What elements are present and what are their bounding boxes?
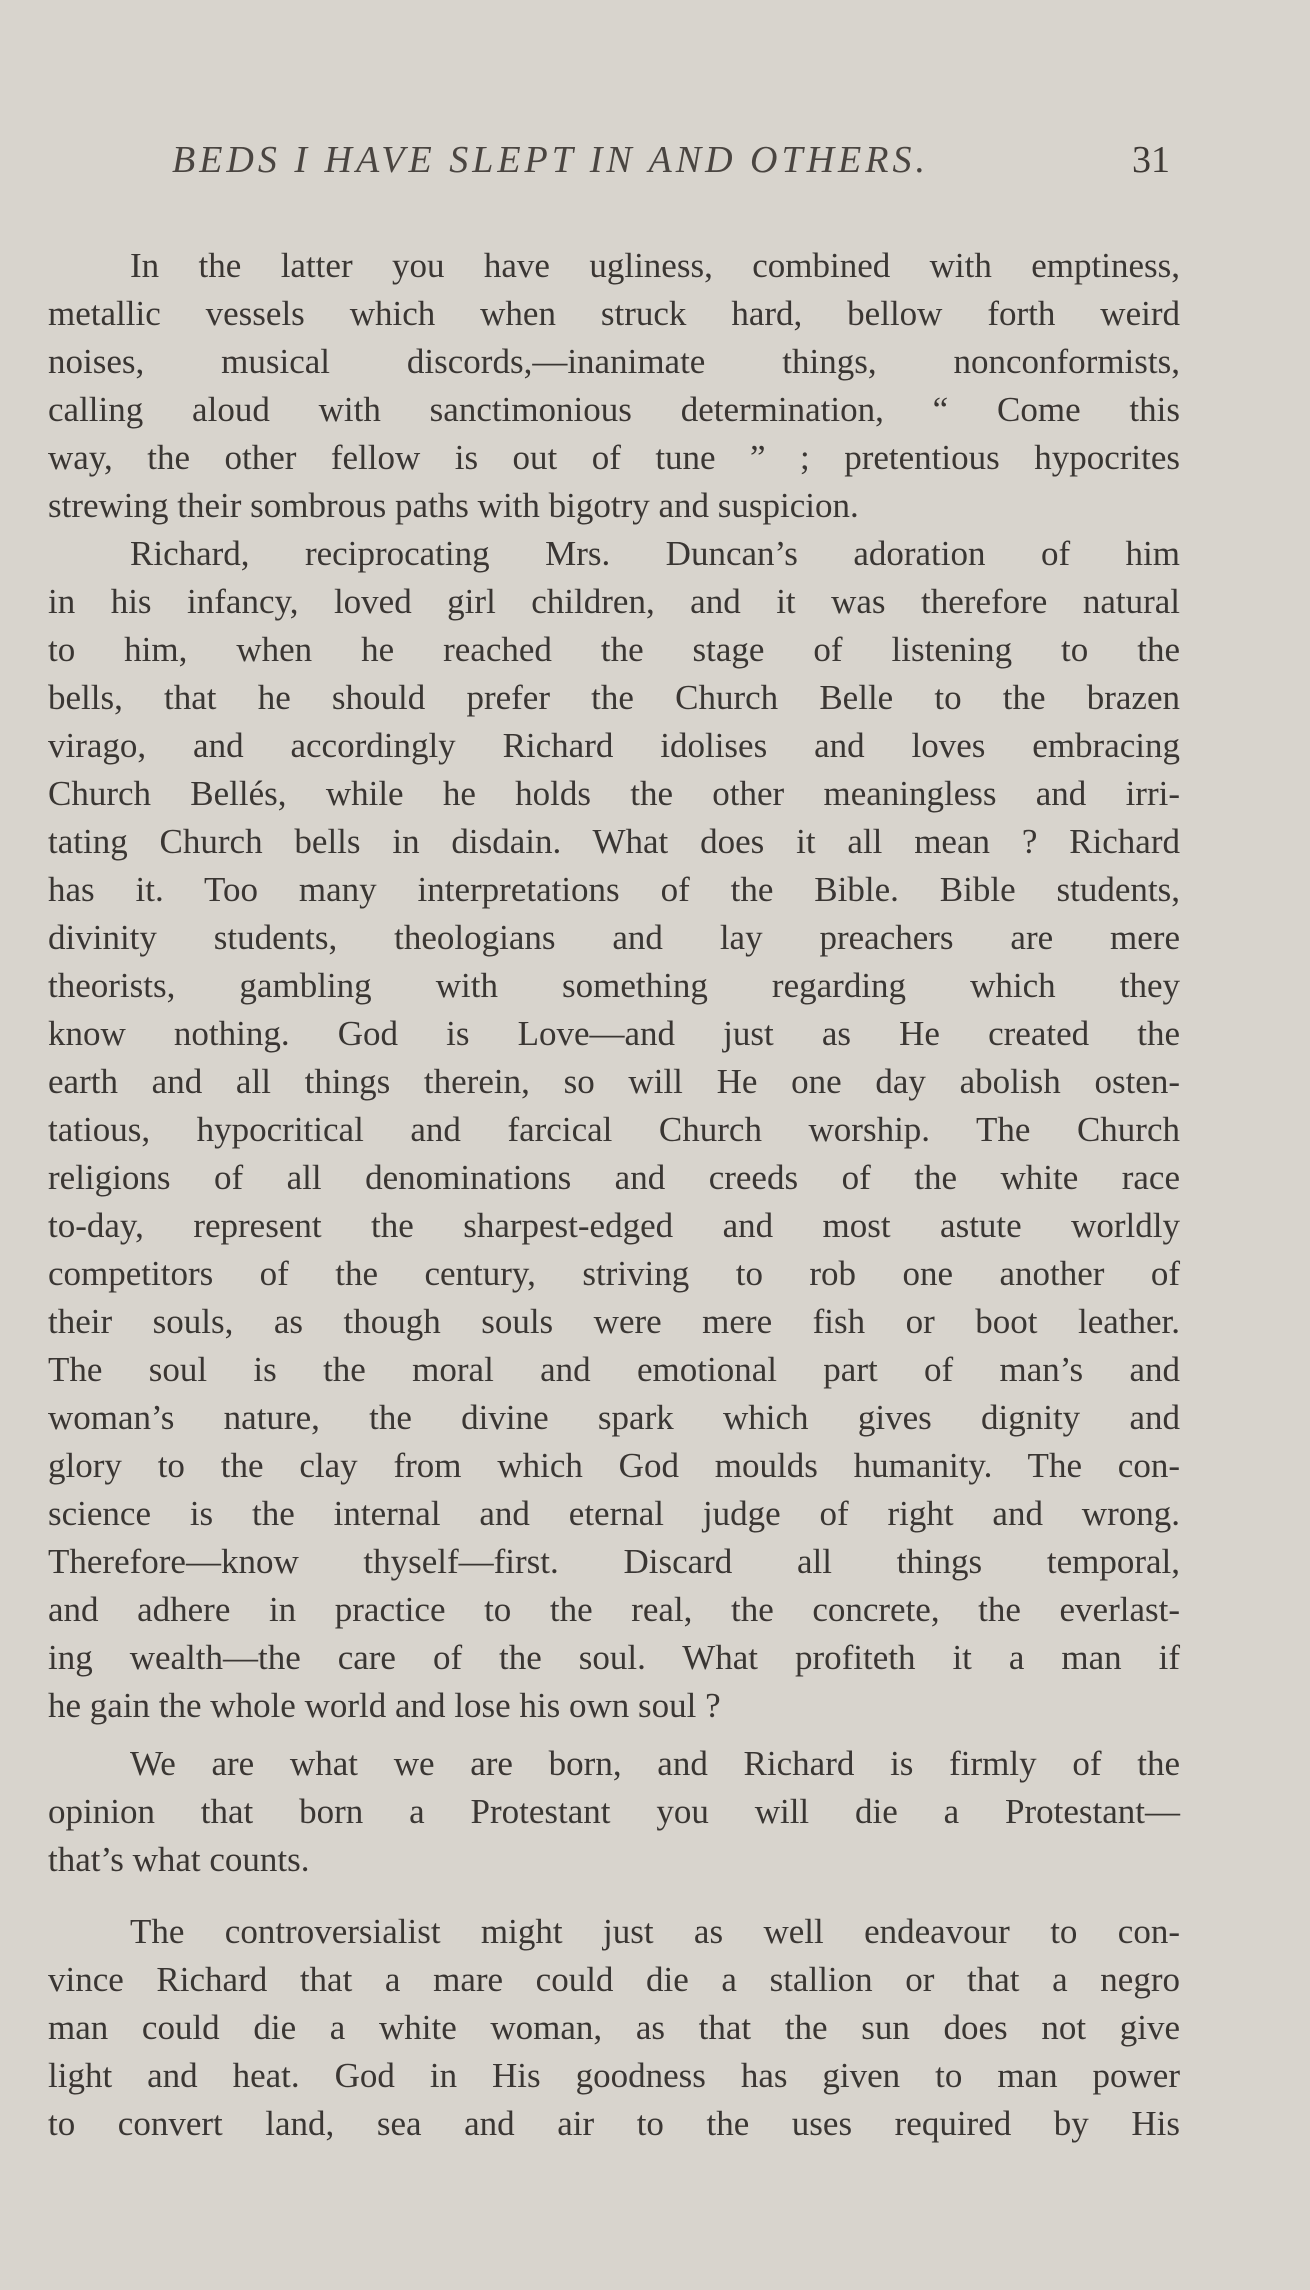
text-line: calling aloud with sanctimonious determination, “ Come this xyxy=(48,390,1180,429)
text-line: metallic vessels which when struck hard, bellow forth weird xyxy=(48,294,1180,333)
text-line: Church Bellés, while he holds the other meaningless and irri- xyxy=(48,774,1180,813)
paragraph xyxy=(48,242,1180,530)
text-line: know nothing. God is Love—and just as He created the xyxy=(48,1014,1180,1053)
text-line: Richard, reciprocating Mrs. Duncan’s adoration of him xyxy=(130,534,1180,573)
text-line: tatious, hypocritical and farcical Church worship. The Church xyxy=(48,1110,1180,1149)
text-line: bells, that he should prefer the Church Belle to the brazen xyxy=(48,678,1180,717)
text-line: to-day, represent the sharpest-edged and most astute worldly xyxy=(48,1206,1180,1245)
running-title: BEDS I HAVE SLEPT IN AND OTHERS. xyxy=(172,139,929,181)
text-line: that’s what counts. xyxy=(48,1840,310,1879)
text-line: their souls, as though souls were mere fish or boot leather. xyxy=(48,1302,1180,1341)
text-line: glory to the clay from which God moulds humanity. The con- xyxy=(48,1446,1180,1485)
paragraph xyxy=(48,1740,1180,1884)
text-line: light and heat. God in His goodness has given to man power xyxy=(48,2056,1180,2095)
text-line: man could die a white woman, as that the sun does not give xyxy=(48,2008,1180,2047)
text-line: religions of all denominations and creeds of the white race xyxy=(48,1158,1180,1197)
text-line: in his infancy, loved girl children, and it was therefore natural xyxy=(48,582,1180,621)
text-line: tating Church bells in disdain. What does it all mean ? Richard xyxy=(48,822,1180,861)
text-line: Therefore—know thyself—first. Discard all things temporal, xyxy=(48,1542,1180,1581)
text-line: to convert land, sea and air to the uses required by His xyxy=(48,2104,1180,2143)
text-line: We are what we are born, and Richard is firmly of the xyxy=(130,1744,1180,1783)
text-line: opinion that born a Protestant you will die a Protestant— xyxy=(48,1792,1180,1831)
body-text xyxy=(48,242,1180,2148)
text-line: The controversialist might just as well endeavour to con- xyxy=(130,1912,1180,1951)
text-line: The soul is the moral and emotional part of man’s and xyxy=(48,1350,1180,1389)
text-line: to him, when he reached the stage of listening to the xyxy=(48,630,1180,669)
text-line: he gain the whole world and lose his own soul ? xyxy=(48,1686,721,1725)
paragraph-spacer xyxy=(48,1884,1180,1908)
text-line: strewing their sombrous paths with bigotry and suspicion. xyxy=(48,486,859,525)
text-line: divinity students, theologians and lay preachers are mere xyxy=(48,918,1180,957)
text-line: earth and all things therein, so will He one day abolish osten- xyxy=(48,1062,1180,1101)
text-line: woman’s nature, the divine spark which gives dignity and xyxy=(48,1398,1180,1437)
text-line: science is the internal and eternal judge of right and wrong. xyxy=(48,1494,1180,1533)
paragraph-spacer xyxy=(48,1730,1180,1740)
text-line: ing wealth—the care of the soul. What profiteth it a man if xyxy=(48,1638,1180,1677)
page-number: 31 xyxy=(1132,139,1170,181)
running-head xyxy=(172,138,1170,182)
text-line: has it. Too many interpretations of the Bible. Bible students, xyxy=(48,870,1180,909)
paragraph xyxy=(48,1908,1180,2148)
text-line: theorists, gambling with something regarding which they xyxy=(48,966,1180,1005)
text-line: virago, and accordingly Richard idolises and loves embracing xyxy=(48,726,1180,765)
paragraph xyxy=(48,530,1180,1730)
text-line: competitors of the century, striving to rob one another of xyxy=(48,1254,1180,1293)
text-line: In the latter you have ugliness, combined with emptiness, xyxy=(130,246,1180,285)
text-line: and adhere in practice to the real, the concrete, the everlast- xyxy=(48,1590,1180,1629)
text-line: way, the other fellow is out of tune ” ; pretentious hypocrites xyxy=(48,438,1180,477)
text-line: vince Richard that a mare could die a stallion or that a negro xyxy=(48,1960,1180,1999)
text-line: noises, musical discords,—inanimate things, nonconformists, xyxy=(48,342,1180,381)
